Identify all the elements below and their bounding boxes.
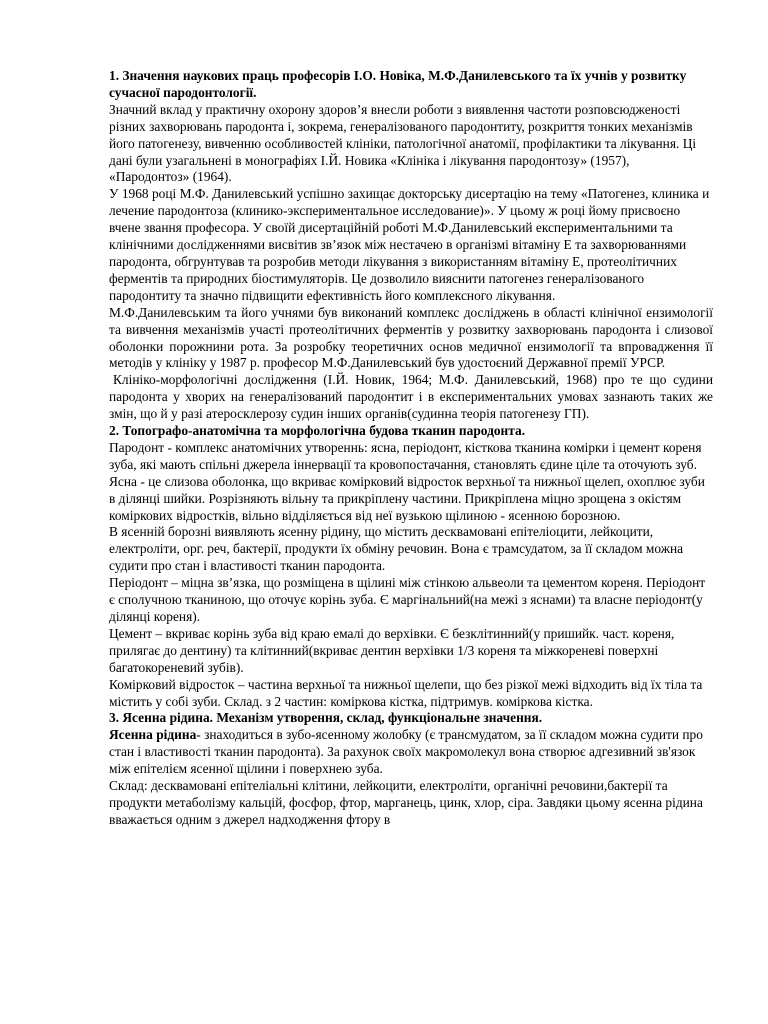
section-3-heading: 3. Ясенна рідина. Механізм утворення, склад, функціональне значення. (109, 710, 543, 726)
section-1-paragraph-2: У 1968 році М.Ф. Данилевський успішно захищає докторську дисертацію на тему «Патогенез, клиника и лечение пародонтоза (клинико-экспериментальное исследование)». У цьому ж році йому присвоєно вчене звання професора. У своїй дисертаційній роботі М.Ф.Данилевський експериментальними та клінічними дослідженнями висвітив зв’язок між нестачею в організмі вітаміну Е та захворюваннями пародонта, обгрунтував та розробив методи лікування з використанням вітаміну Е, протеолітичних ферментів та природних біостимуляторів. Це дозволило вияснити патогенез генералізованого пародонтиту та значно підвищити ефективність його комплексного лікування. (109, 186, 710, 303)
section-2-paragraph-3: В ясенній борозні виявляють ясенну рідину, що містить десквамовані епітеліоцити, лейкоцити, електроліти, орг. реч, бактерії, продукти їх обміну речовин. Вона є трамсудатом, за її складом можна судити про стан і властивості тканин пародонта. (109, 524, 684, 574)
section-2-paragraph-2: Ясна - це слизова оболонка, що вкриває комірковий відросток верхньої та нижньої щелеп, охоплює зуби в ділянці шийки. Розрізняють вільну та прикріплену частини. Прикріплена міцно зрощена з окістям коміркових відростків, вільно відділяється від неї вузькою щілиною - ясенною борозною. (109, 473, 705, 523)
section-2-heading: 2. Топографо-анатомічна та морфологічна будова тканин пародонта. (109, 423, 526, 439)
section-3-paragraph-2: Склад: десквамовані епітеліальні клітини, лейкоцити, електроліти, органічні речовини,бактерії та продукти метаболізму кальцій, фосфор, фтор, марганець, цинк, хлор, сіра. Завдяки цьому ясенна рідина вважається одним з джерел надходження фтору в (109, 778, 703, 827)
term-gingival-fluid: Ясенна рідина (109, 727, 197, 743)
document-page (109, 68, 713, 829)
section-2-paragraph-1: Пародонт - комплекс анатомічних утвореннь: ясна, періодонт, кісткова тканина комірки і цемент кореня зуба, які мають спільні джерела іннервації та кровопостачання, становлять єдине ціле та оточують зуб. (109, 439, 702, 472)
section-1-heading: 1. Значення наукових праць професорів І.О. Новіка, М.Ф.Данилевського та їх учнів у розвитку сучасної пародонтології. (109, 68, 687, 100)
section-1-paragraph-4: Клініко-морфологічні дослідження (І.Й. Новик, 1964; М.Ф. Данилевський, 1968) про те що судини пародонта у хворих на генералізований пародонтит і в експериментальних умовах зазнають таких же змін, що й у разі атеросклерозу судин інших органів(судинна теорія патогенезу ГП). (109, 372, 713, 422)
section-2-paragraph-5: Цемент – вкриває корінь зуба від краю емалі до верхівки. Є безклітинний(у пришийк. част. кореня, прилягає до дентину) та клітинний(вкриває дентин верхівки 1/3 кореня та міжкореневі поверхні багатокореневий зубів). (109, 625, 675, 675)
section-1-paragraph-1: Значний вклад у практичну охорону здоров’я внесли роботи з виявлення частоти розповсюдженості різних захворювань пародонта і, зокрема, генералізованого пародонтиту, розкриття тонких механізмів його патогенезу, вивченню особливостей клініки, патологічної анатомії, профілактики та лікування. Ці дані були узагальнені в монографіях І.Й. Новика «Клініка і лікування пародонтозу» (1957), «Пародонтоз» (1964). (109, 101, 697, 185)
section-3-paragraph-1 (109, 727, 713, 778)
section-2-paragraph-4: Періодонт – міцна зв’язка, що розміщена в щілині між стінкою альвеоли та цементом кореня. Періодонт є сполучною тканиною, що оточує корінь зуба. Є маргінальний(на межі з яснами) та власне періодонт(у ділянці кореня). (109, 575, 706, 624)
section-3-paragraph-1-text: - знаходиться в зубо-ясенному жолобку (є трансмудатом, за її складом можна судити про стан і властивості тканин пародонта). За рахунок своїх макромолекул вона створює адгезивний зв'язок між епітелієм ясенної щілини і поверхнею зуба. (109, 727, 703, 777)
section-1-paragraph-3: М.Ф.Данилевським та його учнями був виконаний комплекс досліджень в області клінічної ензимології та вивчення механізмів участі протеолітичних ферментів у розвитку захворювань пародонта і слизової оболонки порожнини рота. За розробку теоретичних основ медичної ензимології та впровадження її методів у клініку у 1987 р. професор М.Ф.Данилевський був удостоєний Державної премії УРСР. (109, 304, 713, 371)
section-2-paragraph-6: Комірковий відросток – частина верхньої та нижньої щелепи, що без різкої межі відходить від їх тіла та містить у собі зуби. Склад. з 2 частин: коміркова кістка, підтримув. коміркова кістка. (109, 676, 703, 709)
